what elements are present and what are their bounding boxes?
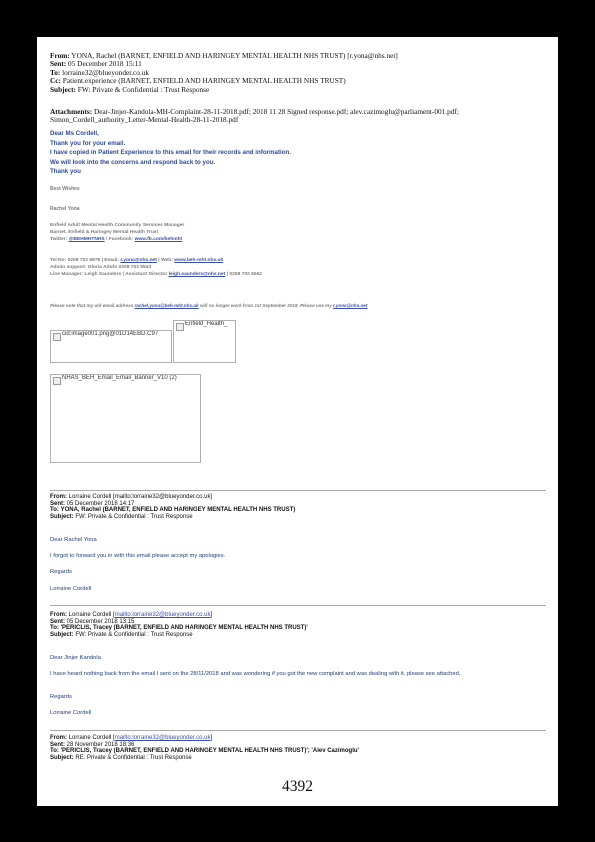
admin-support: Admin support: Gloria Adofo 0208 702 5543 [50, 264, 152, 270]
msg3-greeting: Dear Jinjer Kandola [50, 655, 101, 661]
forwarded-header-3: From: Lorraine Cordell [mailto:lorraine32@blueyonder.co.uk] Sent: 05 December 2018 13:15 To: 'PERICLIS, Tracey (BARNET, ENFIELD AND HARINGEY MENTAL HEALTH NHS TRUST)' Subject: FW: Private & Confidential : Trust Response [50, 612, 308, 638]
broken-image-icon [176, 323, 184, 331]
forwarded-header-4: From: Lorraine Cordell [mailto:lorraine32@blueyonder.co.uk] Sent: 28 November 2018 18:36 To: 'PERICLIS, Tracey (BARNET, ENFIELD AND HARINGEY MENTAL HEALTH NHS TRUST)'; 'Alev Cazimoglu' Subject: RE: Private & Confidential : Trust Response [50, 735, 359, 761]
contact-line: Tel No: 0208 702 6878 | Email: r.yona@nhs.net | Web: www.beh-mht.nhs.uk [50, 258, 224, 263]
broken-image-logo: cid:image001.png@01D14EBD.C97 [50, 330, 172, 363]
msg2-greeting: Dear Rachel Yona [50, 537, 97, 543]
mailto-link[interactable]: mailto:lorraine32@blueyonder.co.uk [114, 735, 211, 741]
msg2-name: Lorraine Cordell [50, 586, 92, 592]
sent-line: Sent: 05 December 2018 15:11 [50, 59, 142, 69]
from-line: From: YONA, Rachel (BARNET, ENFIELD AND HARINGEY MENTAL HEALTH NHS TRUST) [r.yona@nhs.net] [50, 51, 398, 60]
broken-image-icon [53, 377, 61, 385]
broken-image-enfield: Enfield_Health_ [173, 320, 236, 363]
facebook-link[interactable]: www.fb.com/behmht [134, 236, 183, 242]
document-page [37, 37, 558, 806]
broken-image-banner: NHAS_BEH_Email_Email_Banner_V10 (2) [50, 374, 201, 463]
signature-name: Rachel Yona [50, 206, 80, 212]
signature-title: Enfield Adult Mental Health Community Services Manager [50, 223, 185, 228]
social-line: Twitter: @BEHMHTNHS / Facebook: www.fb.com/behmht [50, 236, 183, 242]
broken-image-icon [53, 333, 61, 341]
reply-greeting: Dear Ms Cordell, [50, 130, 99, 137]
msg3-body: I have heard nothing back from the email I sent on the 28/11/2018 and was wondering if you got the new complaint and was dealing with it. please see attached, [50, 671, 461, 677]
old-email-link[interactable]: rachel.yona@beh-mht.nhs.uk [134, 303, 199, 308]
line-manager-email-link[interactable]: leigh.saunders@nhs.net [168, 271, 226, 277]
email-header [50, 52, 550, 94]
reply-line: Thank you for your email. [50, 139, 126, 147]
new-email-link[interactable]: r.yona@nhs.net [333, 303, 368, 308]
msg3-regards: Regards [50, 694, 72, 700]
line-manager: Line Manager: Leigh Saunders | Assistant Director leigh.saunders@nhs.net | 0208 702 5562 [50, 271, 263, 277]
attachments-line: Attachments: Dear-Jinjer-Kandola-MH-Complaint-28-11-2018.pdf; 2018 11 28 Signed response.pdf; alev.cazimoglu@parliament-001.pdf; Simon_Cordell_authority_Letter-Mental-Health-28-11-2018.pdf [50, 107, 459, 125]
msg2-regards: Regards [50, 569, 72, 575]
reply-line: We will look into the concerns and respond back to you. [50, 158, 216, 166]
divider [50, 605, 546, 606]
twitter-link[interactable]: @BEHMHTNHS [68, 236, 105, 242]
signature-org: Barnet, Enfield & Haringey Mental Health Trust [50, 229, 159, 235]
cc-line: Cc: Patient.experience (BARNET, ENFIELD AND HARINGEY MENTAL HEALTH NHS TRUST) [50, 76, 346, 86]
email-change-note: Please note that my old email address rachel.yona@beh-mht.nhs.uk will no longer work from 1st September 2018. Please use my r.yona@nhs.net [50, 303, 368, 308]
email-link[interactable]: r.yona@nhs.net [120, 258, 157, 263]
divider [50, 730, 546, 731]
page-number: 4392 [282, 778, 313, 795]
web-link[interactable]: www.beh-mht.nhs.uk [174, 258, 224, 263]
signature-block [50, 223, 184, 244]
reply-body [50, 129, 291, 177]
reply-line: I have copied in Patient Experience to this email for their records and information. [50, 149, 292, 157]
msg2-body: I forgot to forward you in with this email please accept my apologies. [50, 553, 226, 559]
divider [50, 490, 546, 491]
contact-block [50, 258, 262, 279]
reply-line: Thank you [50, 168, 81, 176]
best-wishes: Best Wishes [50, 186, 80, 192]
to-line: To: lorraine32@blueyonder.co.uk [50, 67, 150, 77]
msg3-name: Lorraine Cordell [50, 710, 92, 716]
mailto-link[interactable]: mailto:lorraine32@blueyonder.co.uk [114, 612, 211, 618]
forwarded-header-2: From: Lorraine Cordell [mailto:lorraine32@blueyonder.co.uk] Sent: 05 December 2018 14:17 To: YONA, Rachel (BARNET, ENFIELD AND HARINGEY MENTAL HEALTH NHS TRUST) Subject: FW: Private & Confidential : Trust Response [50, 494, 296, 520]
subject-line: Subject: FW: Private & Confidential : Trust Response [50, 84, 210, 94]
